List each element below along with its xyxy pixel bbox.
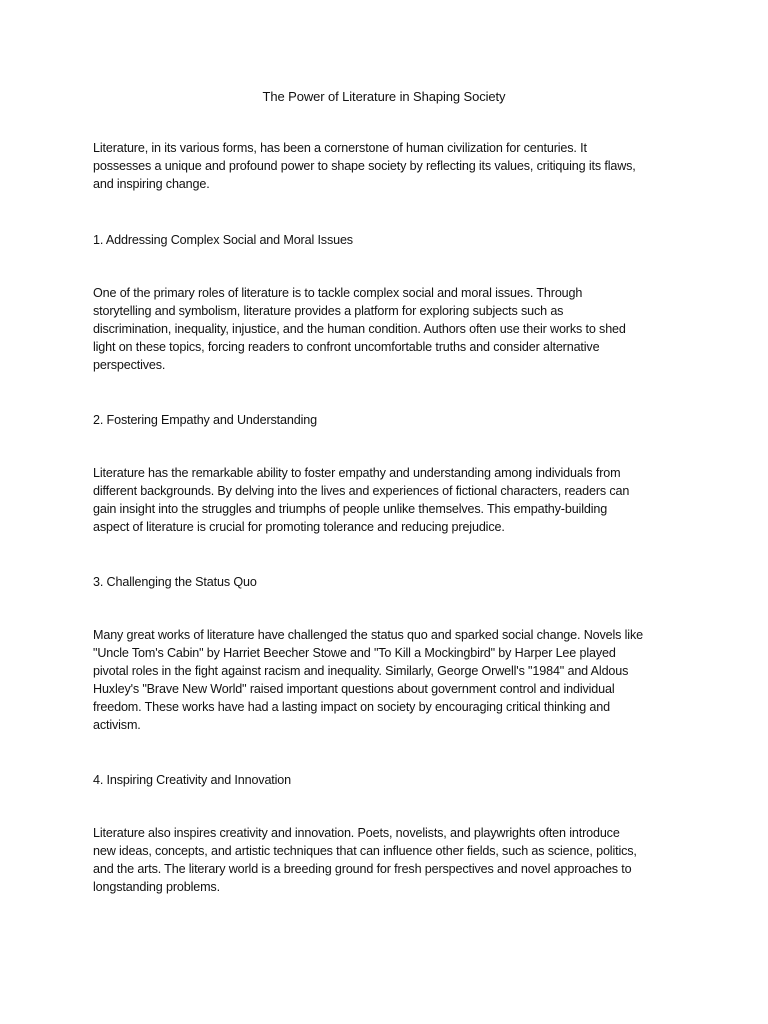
paragraph-line: aspect of literature is crucial for promoting tolerance and reducing prejudice.: [93, 519, 505, 534]
paragraph-line: activism.: [93, 717, 141, 732]
paragraph-line: One of the primary roles of literature is to tackle complex social and moral issues. Through: [93, 286, 583, 300]
paragraph-line: new ideas, concepts, and artistic techniques that can influence other fields, such as science, politics,: [93, 843, 637, 858]
paragraph-line: "Uncle Tom's Cabin" by Harriet Beecher Stowe and "To Kill a Mockingbird" by Harper Lee played: [93, 645, 616, 660]
section-heading-2: 2. Fostering Empathy and Understanding: [93, 413, 317, 427]
paragraph-line: discrimination, inequality, injustice, and the human condition. Authors often use their works to shed: [93, 321, 626, 336]
paragraph-line: perspectives.: [93, 357, 166, 372]
paragraph-line: Literature, in its various forms, has been a cornerstone of human civilization for centuries. It: [93, 141, 587, 155]
section-heading-4: 4. Inspiring Creativity and Innovation: [93, 773, 292, 787]
section-paragraph-2: [93, 465, 683, 537]
paragraph-line: and the arts. The literary world is a breeding ground for fresh perspectives and novel approaches to: [93, 861, 632, 876]
paragraph-line: and inspiring change.: [93, 176, 210, 191]
section-paragraph-4: [93, 825, 683, 897]
paragraph-line: Many great works of literature have challenged the status quo and sparked social change. Novels like: [93, 628, 643, 642]
section-heading-1: 1. Addressing Complex Social and Moral Issues: [93, 233, 353, 247]
paragraph-line: longstanding problems.: [93, 879, 220, 894]
paragraph-line: possesses a unique and profound power to shape society by reflecting its values, critiquing its flaws,: [93, 158, 636, 173]
paragraph-line: freedom. These works have had a lasting impact on society by encouraging critical thinking and: [93, 699, 610, 714]
section-heading-3: 3. Challenging the Status Quo: [93, 575, 257, 589]
paragraph-line: light on these topics, forcing readers to confront uncomfortable truths and consider alternative: [93, 339, 600, 354]
intro-paragraph: [93, 140, 683, 194]
paragraph-line: storytelling and symbolism, literature provides a platform for exploring subjects such as: [93, 303, 564, 318]
document-title: The Power of Literature in Shaping Society: [262, 89, 506, 104]
paragraph-line: different backgrounds. By delving into the lives and experiences of fictional characters, readers can: [93, 483, 630, 498]
paragraph-line: Literature also inspires creativity and innovation. Poets, novelists, and playwrights often introduce: [93, 826, 620, 840]
paragraph-line: gain insight into the struggles and triumphs of people unlike themselves. This empathy-building: [93, 501, 608, 516]
paragraph-line: Huxley's "Brave New World" raised important questions about government control and individual: [93, 681, 615, 696]
paragraph-line: Literature has the remarkable ability to foster empathy and understanding among individuals from: [93, 466, 621, 480]
section-paragraph-1: [93, 285, 683, 375]
section-paragraph-3: [93, 627, 683, 734]
paragraph-line: pivotal roles in the fight against racism and inequality. Similarly, George Orwell's "1984" and Aldous: [93, 663, 629, 678]
